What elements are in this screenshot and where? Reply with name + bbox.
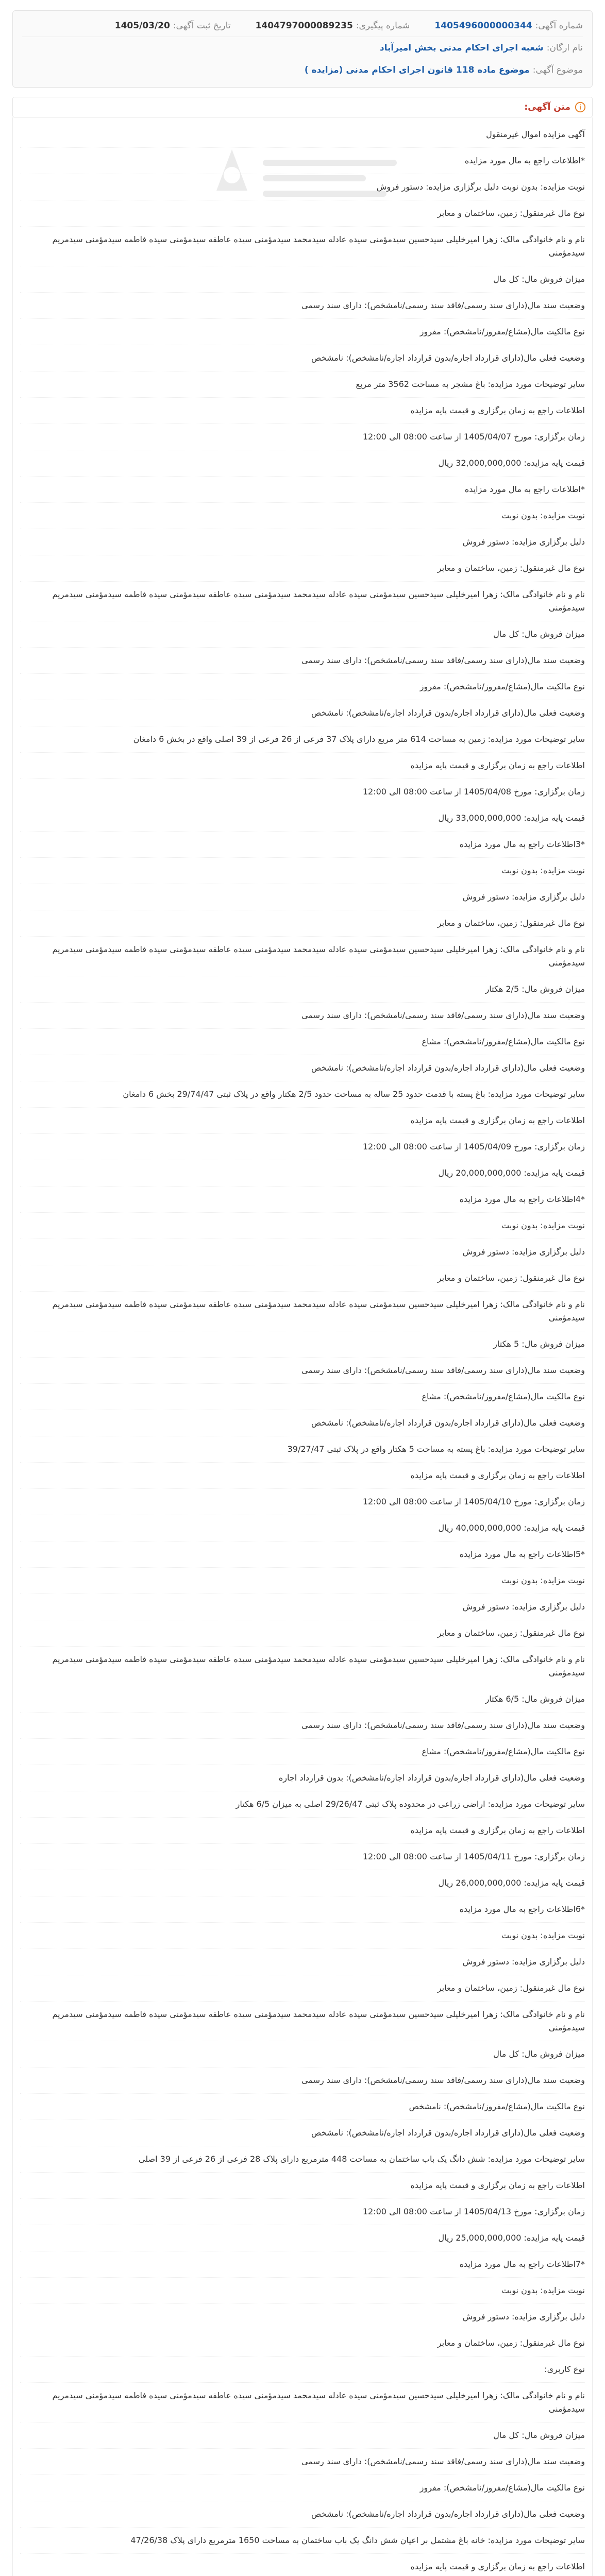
ad-line: میزان فروش مال: 6/5 هکتار: [20, 1686, 585, 1713]
ad-line: میزان فروش مال: کل مال: [20, 2422, 585, 2449]
ad-line: اطلاعات راجع به زمان برگزاری و قیمت پایه مزایده: [20, 1463, 585, 1489]
ad-line: نوع مال غیرمنقول: زمین، ساختمان و معابر: [20, 2330, 585, 2357]
ad-date: 1405/03/20: [114, 21, 170, 31]
ad-line: وضعیت سند مال(دارای سند رسمی/فاقد سند رسمی/نامشخص): دارای سند رسمی: [20, 2067, 585, 2094]
ad-line: نوبت مزایده: بدون نوبت: [20, 1923, 585, 1949]
ad-line: وضعیت فعلی مال(دارای قرارداد اجاره/بدون قرارداد اجاره/نامشخص): نامشخص: [20, 1410, 585, 1436]
ad-line: نوع مالکیت مال(مشاع/مفروز/نامشخص): نامشخص: [20, 2094, 585, 2120]
ad-line: نوع مالکیت مال(مشاع/مفروز/نامشخص): مفروز: [20, 2475, 585, 2501]
ad-line: نام و نام خانوادگی مالک: زهرا امیرخلیلی سیدحسین سیدمؤمنی سیده عادله سیدمحمد سیدمؤمنی سیده عاطفه سیدمؤمنی سیده فاطمه سیدمؤمنی سیدمریم سیدمؤمنی: [20, 582, 585, 621]
ad-line: اطلاعات راجع به زمان برگزاری و قیمت پایه مزایده: [20, 753, 585, 779]
ad-line: زمان برگزاری: مورخ 1405/04/13 از ساعت 08:00 الی 12:00: [20, 2199, 585, 2225]
ad-number-label: شماره آگهی:: [535, 21, 583, 31]
ad-line: سایر توضیحات مورد مزایده: باغ پسته با قدمت حدود 25 ساله به مساحت حدود 2/5 هکتار واقع در پلاک ثبتی 29/74/47 بخش 6 دامغان: [20, 1081, 585, 1108]
tracking-number: 1404797000089235: [255, 21, 353, 31]
ad-line: نوبت مزایده: بدون نوبت: [20, 858, 585, 884]
ad-line: وضعیت سند مال(دارای سند رسمی/فاقد سند رسمی/نامشخص): دارای سند رسمی: [20, 2449, 585, 2475]
ad-line: وضعیت فعلی مال(دارای قرارداد اجاره/بدون قرارداد اجاره/نامشخص): نامشخص: [20, 700, 585, 726]
ad-lines: [20, 122, 585, 2576]
ad-line: سایر توضیحات مورد مزایده: باغ مشجر به مساحت 3562 متر مربع: [20, 371, 585, 398]
ad-line: وضعیت سند مال(دارای سند رسمی/فاقد سند رسمی/نامشخص): دارای سند رسمی: [20, 1358, 585, 1384]
ad-line: قیمت پایه مزایده: 40,000,000,000 ریال: [20, 1515, 585, 1541]
ad-line: دلیل برگزاری مزایده: دستور فروش: [20, 884, 585, 910]
ad-line: وضعیت سند مال(دارای سند رسمی/فاقد سند رسمی/نامشخص): دارای سند رسمی: [20, 293, 585, 319]
ad-line: نوع مالکیت مال(مشاع/مفروز/نامشخص): مشاع: [20, 1739, 585, 1765]
ad-line: وضعیت سند مال(دارای سند رسمی/فاقد سند رسمی/نامشخص): دارای سند رسمی: [20, 648, 585, 674]
ad-line: سایر توضیحات مورد مزایده: باغ پسته به مساحت 5 هکتار واقع در پلاک ثبتی 39/27/47: [20, 1436, 585, 1463]
org-label: نام ارگان:: [546, 43, 583, 53]
ad-line: نوع مال غیرمنقول: زمین، ساختمان و معابر: [20, 910, 585, 937]
ad-line: سایر توضیحات مورد مزایده: زمین به مساحت 614 متر مربع دارای پلاک 37 فرعی از 26 فرعی از 39 اصلی واقع در بخش 6 دامغان: [20, 726, 585, 753]
subject-row: [22, 62, 583, 78]
ad-line: نوبت مزایده: بدون نوبت: [20, 2278, 585, 2304]
ad-line: نوع مالکیت مال(مشاع/مفروز/نامشخص): مشاع: [20, 1384, 585, 1410]
ad-line: قیمت پایه مزایده: 33,000,000,000 ریال: [20, 805, 585, 832]
ad-line: دلیل برگزاری مزایده: دستور فروش: [20, 1949, 585, 1975]
ad-line: *4اطلاعات راجع به مال مورد مزایده: [20, 1187, 585, 1213]
ad-line: نوع مالکیت مال(مشاع/مفروز/نامشخص): مفروز: [20, 319, 585, 345]
ad-line: وضعیت فعلی مال(دارای قرارداد اجاره/بدون قرارداد اجاره/نامشخص): نامشخص: [20, 1055, 585, 1081]
ad-line: نوع مال غیرمنقول: زمین، ساختمان و معابر: [20, 1975, 585, 2002]
ad-line: نام و نام خانوادگی مالک: زهرا امیرخلیلی سیدحسین سیدمؤمنی سیده عادله سیدمحمد سیدمؤمنی سیده عاطفه سیدمؤمنی سیده فاطمه سیدمؤمنی سیدمریم سیدمؤمنی: [20, 2002, 585, 2041]
ad-number: 1405496000000344: [434, 21, 532, 31]
ad-line: *6اطلاعات راجع به مال مورد مزایده: [20, 1896, 585, 1923]
ad-header: [12, 10, 593, 88]
subject-text: موضوع ماده 118 قانون اجرای احکام مدنی (مزایده ): [304, 65, 530, 75]
ad-line: قیمت پایه مزایده: 20,000,000,000 ریال: [20, 1160, 585, 1187]
date-label: تاریخ ثبت آگهی:: [173, 21, 231, 31]
ad-meta-row: [22, 18, 583, 33]
ad-line: نوع مال غیرمنقول: زمین، ساختمان و معابر: [20, 200, 585, 227]
ad-line: *5اطلاعات راجع به مال مورد مزایده: [20, 1541, 585, 1568]
ad-line: نام و نام خانوادگی مالک: زهرا امیرخلیلی سیدحسین سیدمؤمنی سیده عادله سیدمحمد سیدمؤمنی سیده عاطفه سیدمؤمنی سیده فاطمه سیدمؤمنی سیدمریم سیدمؤمنی: [20, 937, 585, 976]
ad-line: نوع مال غیرمنقول: زمین، ساختمان و معابر: [20, 555, 585, 582]
ad-line: وضعیت فعلی مال(دارای قرارداد اجاره/بدون قرارداد اجاره/نامشخص): بدون قرارداد اجاره: [20, 1765, 585, 1791]
ad-line: اطلاعات راجع به زمان برگزاری و قیمت پایه مزایده: [20, 1818, 585, 1844]
ad-line: میزان فروش مال: کل مال: [20, 266, 585, 293]
ad-line: دلیل برگزاری مزایده: دستور فروش: [20, 2304, 585, 2330]
ad-line: نوع مال غیرمنقول: زمین، ساختمان و معابر: [20, 1265, 585, 1292]
ad-line: زمان برگزاری: مورخ 1405/04/09 از ساعت 08:00 الی 12:00: [20, 1134, 585, 1160]
ad-line: میزان فروش مال: 2/5 هکتار: [20, 976, 585, 1003]
ad-line: *اطلاعات راجع به مال مورد مزایده: [20, 477, 585, 503]
ad-line: وضعیت فعلی مال(دارای قرارداد اجاره/بدون قرارداد اجاره/نامشخص): نامشخص: [20, 2120, 585, 2146]
ad-line: زمان برگزاری: مورخ 1405/04/07 از ساعت 08:00 الی 12:00: [20, 424, 585, 450]
subject-label: موضوع آگهی:: [532, 65, 583, 75]
ad-line: اطلاعات راجع به زمان برگزاری و قیمت پایه مزایده: [20, 2173, 585, 2199]
ad-line: نوبت مزایده: بدون نوبت دلیل برگزاری مزایده: دستور فروش: [20, 174, 585, 200]
org-name[interactable]: شعبه اجرای احکام مدنی بخش امیرآباد: [379, 43, 544, 53]
ad-line: دلیل برگزاری مزایده: دستور فروش: [20, 1594, 585, 1620]
info-icon: [575, 101, 586, 113]
ad-line: *اطلاعات راجع به مال مورد مزایده: [20, 148, 585, 174]
ad-line: سایر توضیحات مورد مزایده: اراضی زراعی در محدوده پلاک ثبتی 29/26/47 اصلی به میزان 6/5 هکتار: [20, 1791, 585, 1818]
ad-line: اطلاعات راجع به زمان برگزاری و قیمت پایه مزایده: [20, 398, 585, 424]
ad-line: *7اطلاعات راجع به مال مورد مزایده: [20, 2251, 585, 2278]
ad-line: نوع مال غیرمنقول: زمین، ساختمان و معابر: [20, 1620, 585, 1647]
ad-line: وضعیت فعلی مال(دارای قرارداد اجاره/بدون قرارداد اجاره/نامشخص): نامشخص: [20, 2501, 585, 2528]
ad-line: نوبت مزایده: بدون نوبت: [20, 1568, 585, 1594]
ad-line: اطلاعات راجع به زمان برگزاری و قیمت پایه مزایده: [20, 1108, 585, 1134]
ad-line: نام و نام خانوادگی مالک: زهرا امیرخلیلی سیدحسین سیدمؤمنی سیده عادله سیدمحمد سیدمؤمنی سیده عاطفه سیدمؤمنی سیده فاطمه سیدمؤمنی سیدمریم سیدمؤمنی: [20, 2383, 585, 2422]
ad-line: قیمت پایه مزایده: 26,000,000,000 ریال: [20, 1870, 585, 1896]
ad-line: قیمت پایه مزایده: 32,000,000,000 ریال: [20, 450, 585, 477]
ad-line: نوع مالکیت مال(مشاع/مفروز/نامشخص): مفروز: [20, 674, 585, 700]
ad-line: وضعیت فعلی مال(دارای قرارداد اجاره/بدون قرارداد اجاره/نامشخص): نامشخص: [20, 345, 585, 371]
ad-line: آگهی مزایده اموال غیرمنقول: [20, 122, 585, 148]
ad-line: زمان برگزاری: مورخ 1405/04/11 از ساعت 08:00 الی 12:00: [20, 1844, 585, 1870]
ad-line: نام و نام خانوادگی مالک: زهرا امیرخلیلی سیدحسین سیدمؤمنی سیده عادله سیدمحمد سیدمؤمنی سیده عاطفه سیدمؤمنی سیده فاطمه سیدمؤمنی سیدمریم سیدمؤمنی: [20, 1647, 585, 1686]
ad-text-section-header: [12, 97, 593, 117]
ad-line: نوع مالکیت مال(مشاع/مفروز/نامشخص): مشاع: [20, 1029, 585, 1055]
ad-line: نام و نام خانوادگی مالک: زهرا امیرخلیلی سیدحسین سیدمؤمنی سیده عادله سیدمحمد سیدمؤمنی سیده عاطفه سیدمؤمنی سیده فاطمه سیدمؤمنی سیدمریم سیدمؤمنی: [20, 227, 585, 266]
ad-line: سایر توضیحات مورد مزایده: شش دانگ یک باب ساختمان به مساحت 448 مترمربع دارای پلاک 28 فرعی از 26 فرعی از 39 اصلی: [20, 2146, 585, 2173]
ad-line: زمان برگزاری: مورخ 1405/04/10 از ساعت 08:00 الی 12:00: [20, 1489, 585, 1515]
ad-line: میزان فروش مال: 5 هکتار: [20, 1331, 585, 1358]
ad-line: میزان فروش مال: کل مال: [20, 2041, 585, 2067]
ad-line: *3اطلاعات راجع به مال مورد مزایده: [20, 832, 585, 858]
ad-line: نام و نام خانوادگی مالک: زهرا امیرخلیلی سیدحسین سیدمؤمنی سیده عادله سیدمحمد سیدمؤمنی سیده عاطفه سیدمؤمنی سیده فاطمه سیدمؤمنی سیدمریم سیدمؤمنی: [20, 1292, 585, 1331]
ad-line: زمان برگزاری: مورخ 1405/04/08 از ساعت 08:00 الی 12:00: [20, 779, 585, 805]
ad-line: وضعیت سند مال(دارای سند رسمی/فاقد سند رسمی/نامشخص): دارای سند رسمی: [20, 1713, 585, 1739]
ad-line: نوبت مزایده: بدون نوبت: [20, 1213, 585, 1239]
ad-line: دلیل برگزاری مزایده: دستور فروش: [20, 529, 585, 555]
ad-line: اطلاعات راجع به زمان برگزاری و قیمت پایه مزایده: [20, 2554, 585, 2576]
org-row: [22, 40, 583, 56]
ad-line: دلیل برگزاری مزایده: دستور فروش: [20, 1239, 585, 1265]
ad-text-content: [12, 117, 593, 2576]
ad-line: نوبت مزایده: بدون نوبت: [20, 503, 585, 529]
tracking-label: شماره پیگیری:: [356, 21, 410, 31]
ad-line: قیمت پایه مزایده: 25,000,000,000 ریال: [20, 2225, 585, 2251]
ad-line: میزان فروش مال: کل مال: [20, 621, 585, 648]
ad-line: نوع کاربری:: [20, 2357, 585, 2383]
section-title: متن آگهی:: [524, 102, 570, 112]
ad-line: وضعیت سند مال(دارای سند رسمی/فاقد سند رسمی/نامشخص): دارای سند رسمی: [20, 1003, 585, 1029]
ad-line: سایر توضیحات مورد مزایده: خانه باغ مشتمل بر اعیان شش دانگ یک باب ساختمان به مساحت 1650 مترمربع دارای پلاک 47/26/38: [20, 2528, 585, 2554]
